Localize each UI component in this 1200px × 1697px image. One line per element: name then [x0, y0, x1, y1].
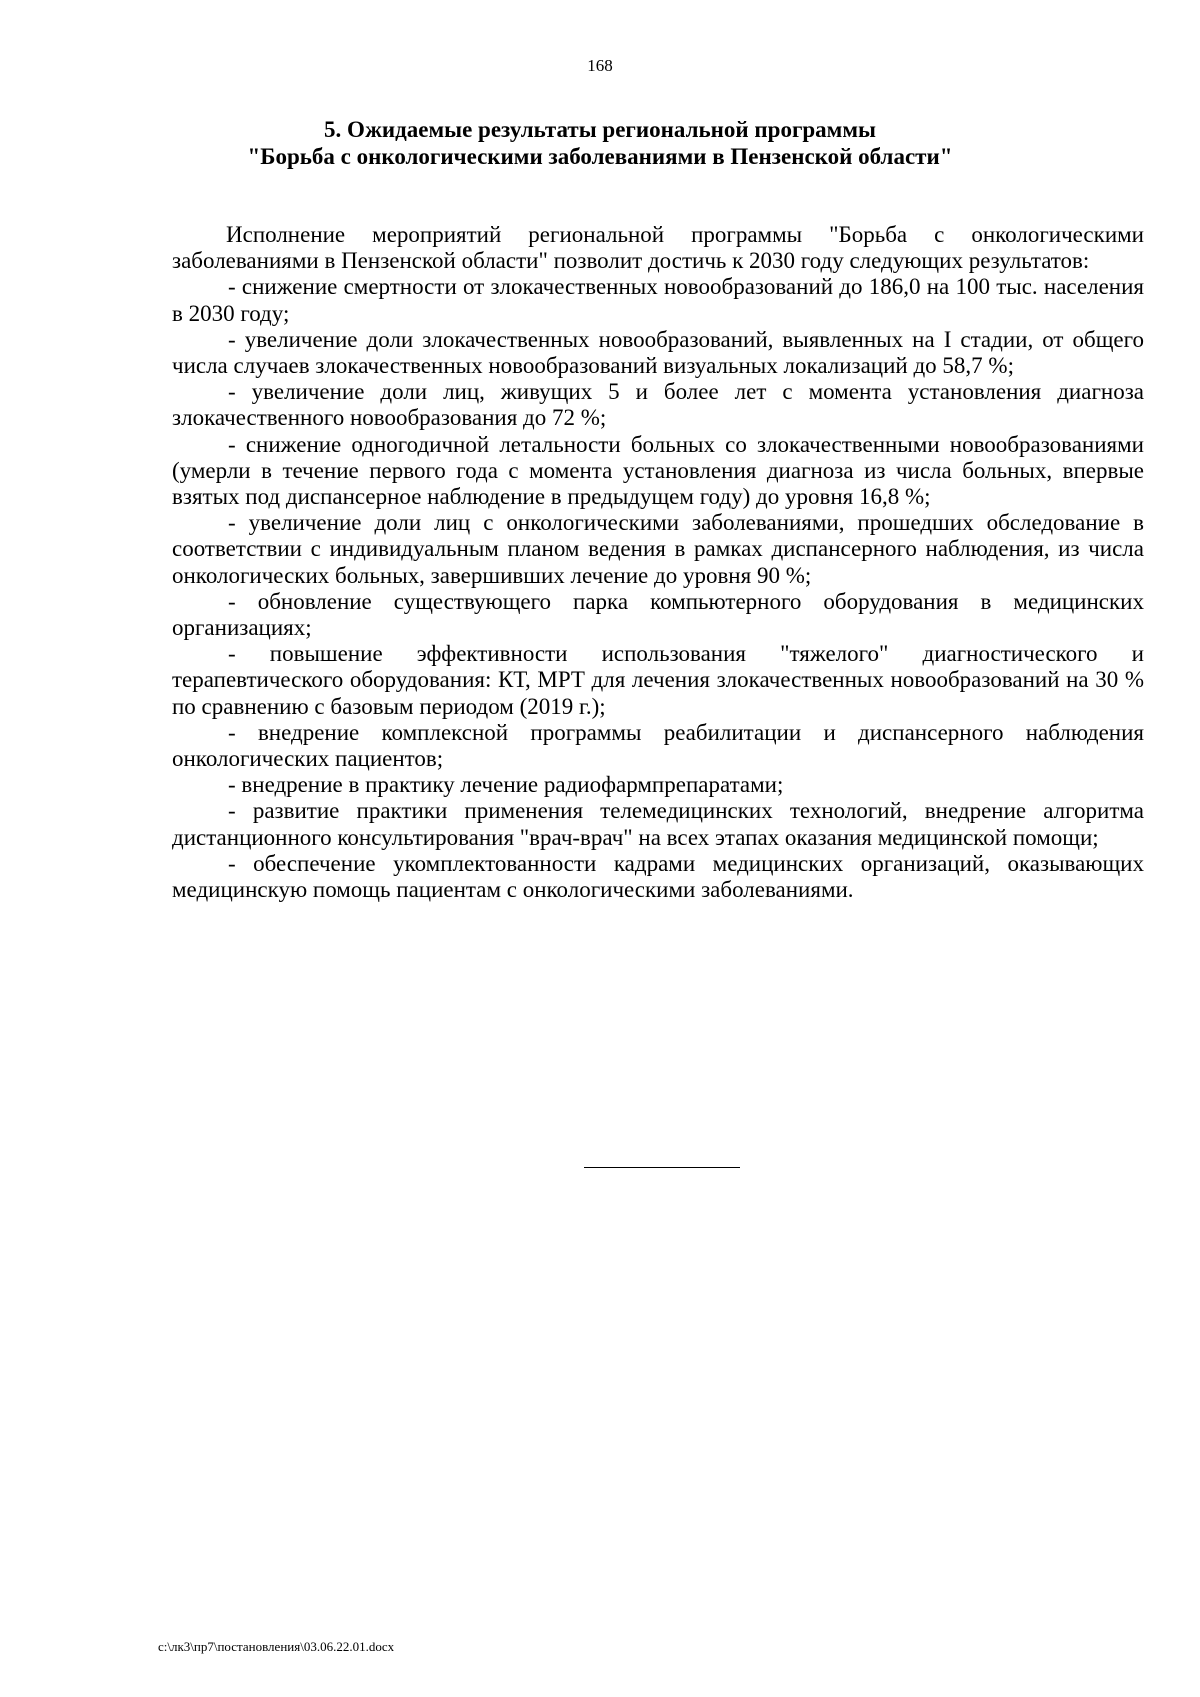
result-item-7: - повышение эффективности использования "тяжелого" диагностического и терапевтического оборудования: КТ, МРТ для лечения злокачественных новообразований на 30 % по сравнению с базовым периодом (2019 г.);	[172, 641, 1144, 719]
page-number: 168	[587, 56, 613, 75]
result-item-9: - внедрение в практику лечение радиофармпрепаратами;	[228, 772, 784, 798]
result-item-11: - обеспечение укомплектованности кадрами медицинских организаций, оказывающих медицинскую помощь пациентам с онкологическими заболеваниями.	[172, 850, 1144, 903]
result-item-1: - снижение смертности от злокачественных новообразований до 186,0 на 100 тыс. населения в 2030 году;	[172, 274, 1144, 326]
result-item-10: - развитие практики применения телемедицинских технологий, внедрение алгоритма дистанционного консультирования "врач-врач" на всех этапах оказания медицинской помощи;	[172, 798, 1144, 850]
result-item-5: - увеличение доли лиц с онкологическими заболеваниями, прошедших обследование в соответствии с индивидуальным планом ведения в рамках диспансерного наблюдения, из числа онкологических больных, завершивших лечение до уровня 90 %;	[172, 510, 1144, 588]
result-item-3: - увеличение доли лиц, живущих 5 и более лет с момента установления диагноза злокачественного новообразования до 72 %;	[172, 379, 1144, 431]
footer-file-path: c:\лк3\пр7\постановления\03.06.22.01.docx	[158, 1639, 395, 1654]
section-heading-line-1: 5. Ожидаемые результаты региональной программы	[324, 117, 876, 142]
end-divider	[584, 1167, 740, 1168]
section-heading	[150, 116, 1050, 170]
result-item-4: - снижение одногодичной летальности больных со злокачественными новообразованиями (умерли в течение первого года с момента установления диагноза из числа больных, впервые взятых под диспансерное наблюдение в предыдущем году) до уровня 16,8 %;	[172, 431, 1144, 510]
intro-paragraph: Исполнение мероприятий региональной программы "Борьба с онкологическими заболеваниями в Пензенской области" позволит достичь к 2030 году следующих результатов:	[172, 222, 1144, 274]
body-text	[172, 222, 1144, 903]
result-item-8: - внедрение комплексной программы реабилитации и диспансерного наблюдения онкологических пациентов;	[172, 719, 1144, 772]
result-item-2: - увеличение доли злокачественных новообразований, выявленных на I стадии, от общего числа случаев злокачественных новообразований визуальных локализаций до 58,7 %;	[172, 326, 1144, 379]
section-heading-line-2: "Борьба с онкологическими заболеваниями в Пензенской области"	[247, 144, 953, 169]
result-item-6: - обновление существующего парка компьютерного оборудования в медицинских организациях;	[172, 588, 1144, 641]
